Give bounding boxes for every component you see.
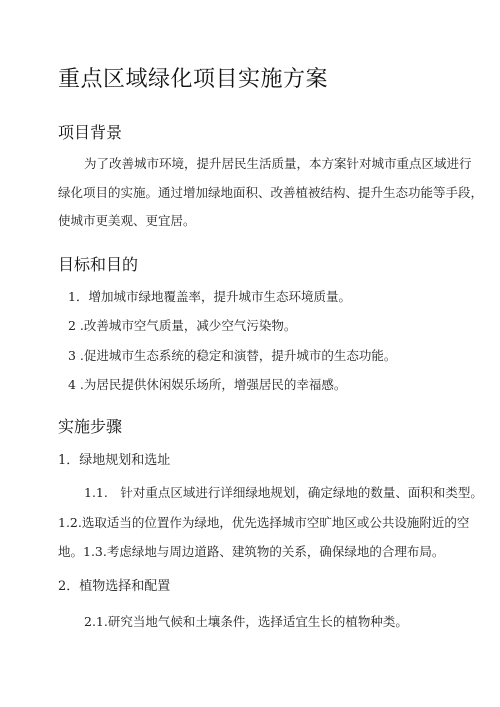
paragraph-line: 使城市更美观、更宜居。 — [58, 213, 196, 228]
step2-line: 2.1.研究当地气候和土壤条件，选择适宜生长的植物种类。 — [84, 614, 408, 629]
section-heading-background: 项目背景 — [58, 123, 123, 142]
goal-item-3: 3 .促进城市生态系统的稳定和演替，提升城市的生态功能。 — [68, 348, 397, 363]
step1-heading: 1．绿地规划和选址 — [58, 453, 171, 468]
paragraph-line: 为了改善城市环境，提升居民生活质量，本方案针对城市重点区域进行 — [84, 156, 472, 171]
goal-item-1: 1．增加城市绿地覆盖率，提升城市生态环境质量。 — [68, 289, 351, 304]
goal-item-4: 4 .为居民提供休闲娱乐场所，增强居民的幸福感。 — [68, 377, 347, 392]
paragraph-line: 绿化项目的实施。通过增加绿地面积、改善植被结构、提升生态功能等手段， — [58, 184, 484, 200]
step1-line: 1.1. 针对重点区域进行详细绿地规划，确定绿地的数量、面积和类型。 — [84, 485, 483, 500]
section-heading-goals: 目标和目的 — [58, 255, 139, 274]
background-paragraph — [58, 150, 484, 236]
document-title: 重点区域绿化项目实施方案 — [58, 67, 329, 92]
section-heading-steps: 实施步骤 — [58, 417, 123, 436]
step1-line: 地。1.3.考虑绿地与周边道路、建筑物的关系，确保绿地的合理布局。 — [58, 544, 445, 559]
step2-heading: 2．植物选择和配置 — [58, 579, 171, 594]
step1-line: 1.2.选取适当的位置作为绿地，优先选择城市空旷地区或公共设施附近的空 — [58, 515, 470, 530]
goal-item-2: 2 .改善城市空气质量，减少空气污染物。 — [68, 318, 297, 333]
